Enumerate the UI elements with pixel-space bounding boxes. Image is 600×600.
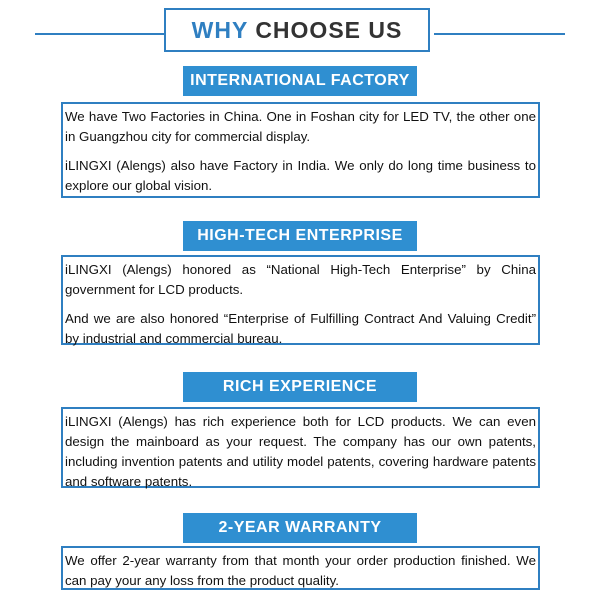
section-paragraph: iLINGXI (Alengs) also have Factory in India. We only do long time business to explore our global vision. (65, 158, 536, 193)
page-title-rest: CHOOSE US (255, 16, 403, 43)
section-paragraph: We have Two Factories in China. One in Foshan city for LED TV, the other one in Guangzhou city for commercial display. (65, 109, 536, 144)
section-header-international-factory: INTERNATIONAL FACTORY (183, 66, 417, 96)
section-paragraph: We offer 2-year warranty from that month your order production finished. We can pay your any loss from the product quality. (65, 553, 536, 588)
section-paragraph: And we are also honored “Enterprise of Fulfilling Contract And Valuing Credit” by industrial and commercial bureau. (65, 311, 536, 346)
title-divider-right (434, 33, 565, 35)
section-body-2-year-warranty (61, 546, 540, 590)
section-header-rich-experience: RICH EXPERIENCE (183, 372, 417, 402)
title-divider-left (35, 33, 164, 35)
section-paragraph: iLINGXI (Alengs) honored as “National High-Tech Enterprise” by China government for LCD products. (65, 262, 536, 297)
section-header-high-tech-enterprise: HIGH-TECH ENTERPRISE (183, 221, 417, 251)
page-title (164, 8, 430, 52)
section-paragraph: iLINGXI (Alengs) has rich experience both for LCD products. We can even design the mainboard as your request. The company has our own patents, including invention patents and utility model patents, covering hardware patents and software patents. (65, 414, 536, 489)
section-body-international-factory (61, 102, 540, 198)
section-body-rich-experience (61, 407, 540, 488)
page-title-accent: WHY (191, 16, 249, 43)
section-header-2-year-warranty: 2-YEAR WARRANTY (183, 513, 417, 543)
section-body-high-tech-enterprise (61, 255, 540, 345)
